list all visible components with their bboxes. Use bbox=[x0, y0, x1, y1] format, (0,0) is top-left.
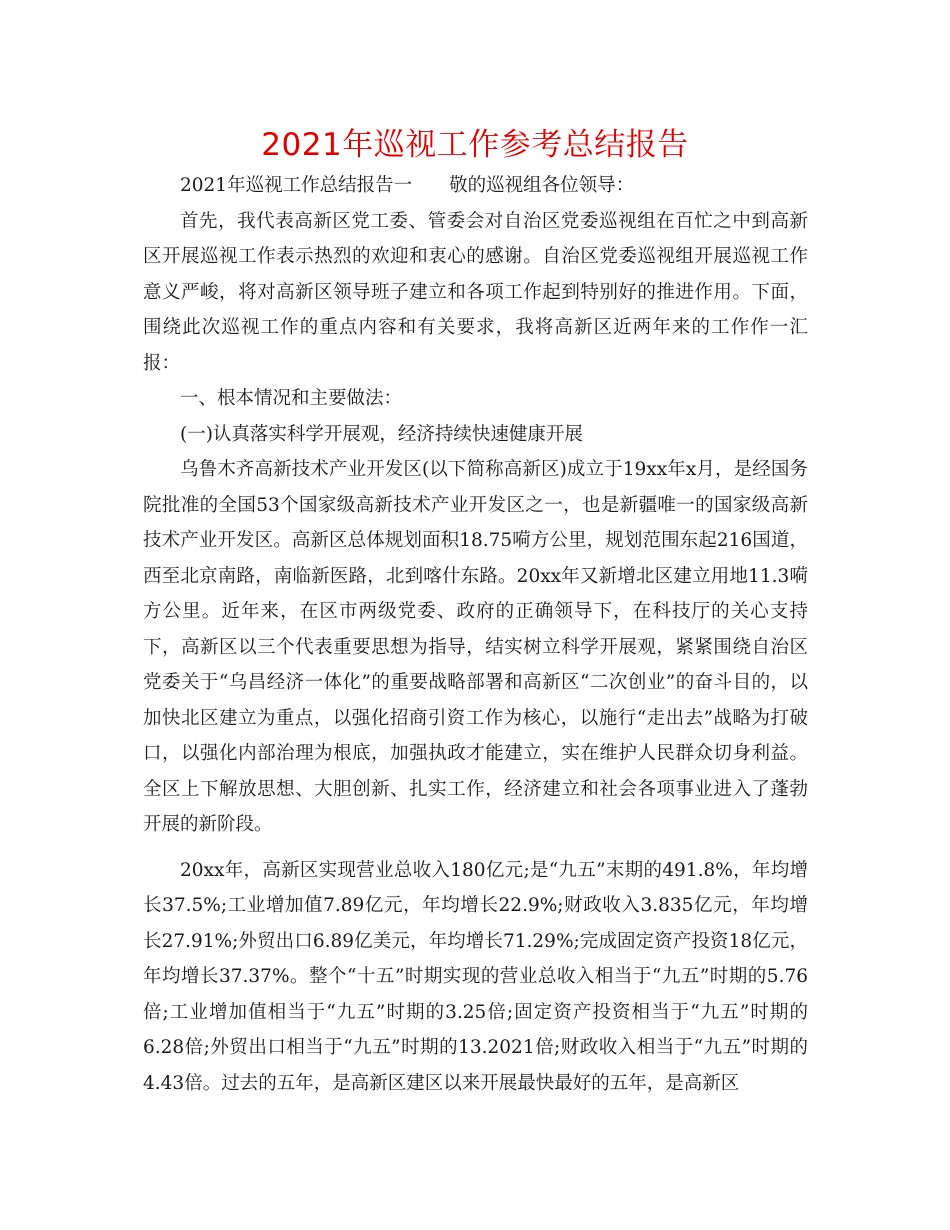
paragraph-statistics: 20xx年，高新区实现营业总收入180亿元;是“九五”末期的491.8%，年均增长37.5%;工业增加值7.89亿元，年均增长22.9%;财政收入3.835亿元，年均增长27.91%;外贸出口6.89亿美元，年均增长71.29%;完成固定资产投资18亿元，年均增长37.37%。整个“十五”时期实现的营业总收入相当于“九五”时期的5.76倍;工业增加值相当于“九五”时期的3.25倍;固定资产投资相当于“九五”时期的6.28倍;外贸出口相当于“九五”时期的13.2021倍;财政收入相当于“九五”时期的4.43倍。过去的五年，是高新区建区以来开展最快最好的五年，是高新区 bbox=[143, 859, 808, 1094]
paragraph-overview: 乌鲁木齐高新技术产业开发区(以下简称高新区)成立于19xx年x月，是经国务院批准的全国53个国家级高新技术产业开发区之一，也是新疆唯一的国家级高新技术产业开发区。高新区总体规划面积18.75嗬方公里，规划范围东起216国道，西至北京南路，南临新医路，北到喀什东路。20xx年又新增北区建立用地11.3嗬方公里。近年来，在区市两级党委、政府的正确领导下，在科技厅的关心支持下，高新区以三个代表重要思想为指导，结实树立科学开展观，紧紧围绕自治区党委关于“乌昌经济一体化”的重要战略部署和高新区“二次创业”的奋斗目的，以加快北区建立为重点，以强化招商引资工作为核心，以施行“走出去”战略为打破口，以强化内部治理为根底，加强执政才能建立，实在维护人民群众切身利益。全区上下解放思想、大胆创新、扎实工作，经济建立和社会各项事业进入了蓬勃开展的新阶段。 bbox=[143, 459, 808, 835]
document-title: 2021年巡视工作参考总结报告 bbox=[261, 127, 689, 163]
paragraph-intro: 2021年巡视工作总结报告一 敬的巡视组各位领导： bbox=[180, 175, 635, 196]
document-body bbox=[143, 168, 808, 1101]
paragraph-opening: 首先，我代表高新区党工委、管委会对自治区党委巡视组在百忙之中到高新区开展巡视工作表示热烈的欢迎和衷心的感谢。自治区党委巡视组开展巡视工作意义严峻，将对高新区领导班子建立和各项工作起到特别好的推进作用。下面，围绕此次巡视工作的重点内容和有关要求，我将高新区近两年来的工作作一汇报： bbox=[143, 210, 808, 374]
subsection-heading-1: (一)认真落实科学开展观，经济持续快速健康开展 bbox=[180, 423, 583, 445]
section-heading-1: 一、根本情况和主要做法： bbox=[180, 388, 403, 409]
